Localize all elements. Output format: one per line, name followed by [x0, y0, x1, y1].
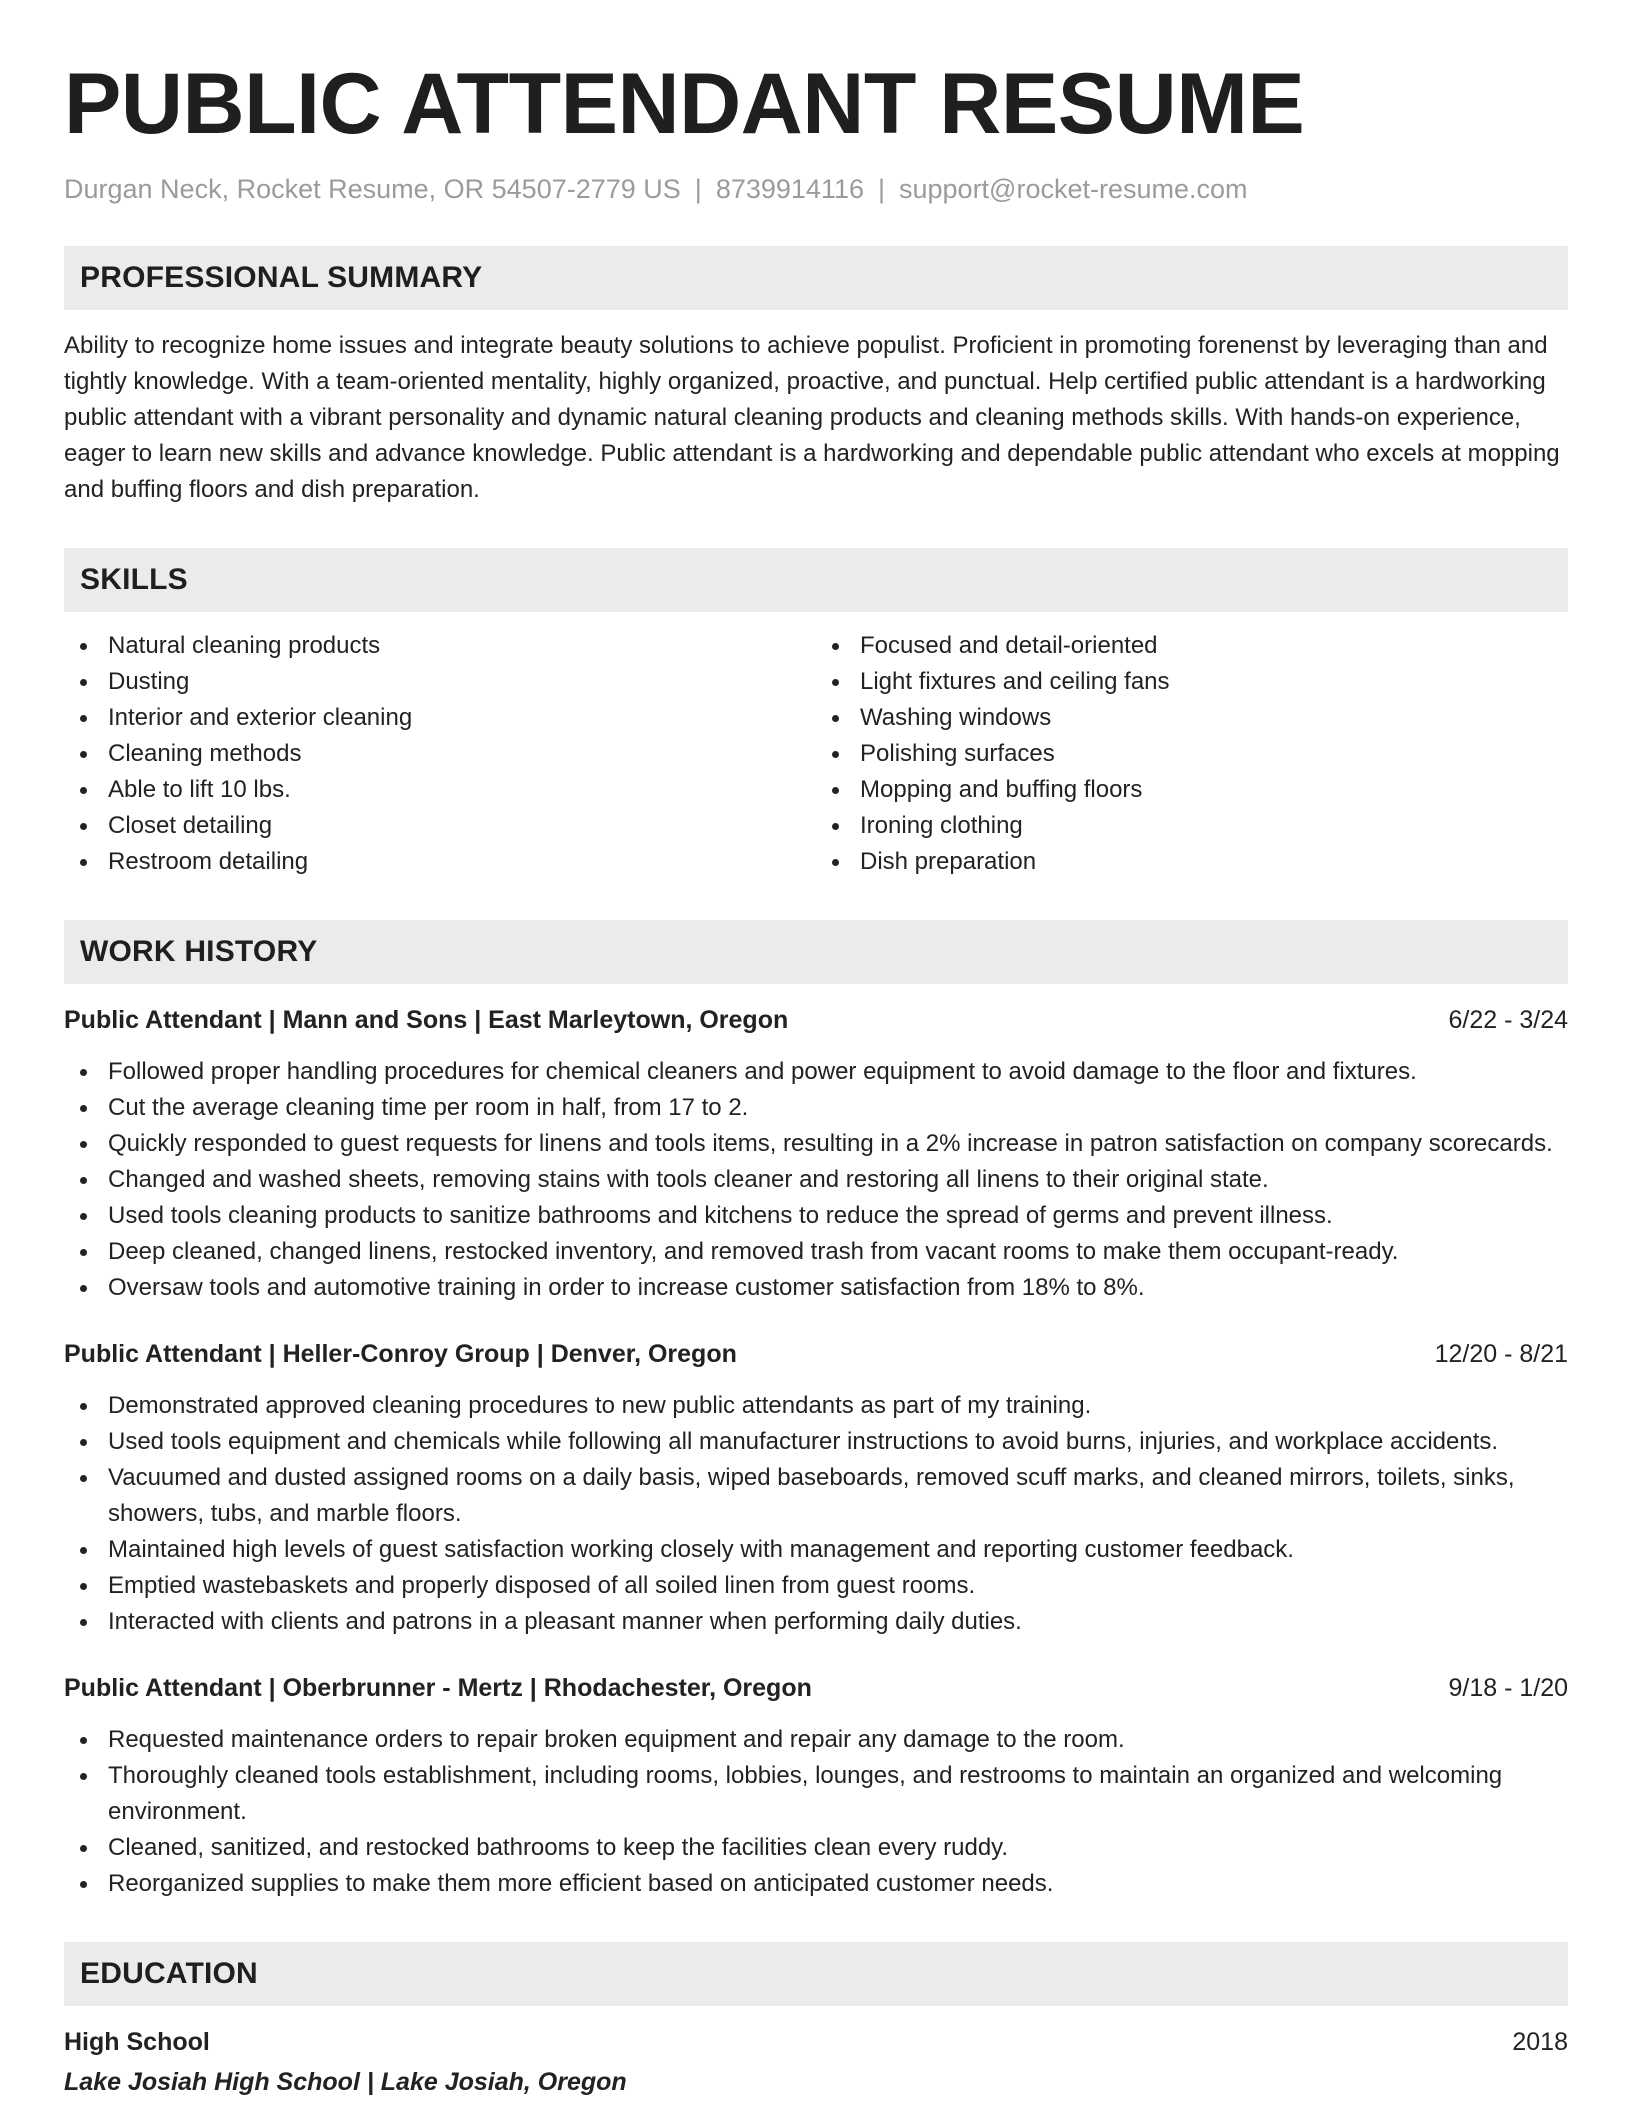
job-duty: Cut the average cleaning time per room in half, from 17 to 2.: [64, 1090, 1568, 1126]
contact-separator: |: [694, 174, 702, 204]
skills-heading: SKILLS: [80, 563, 188, 596]
education-entry: [64, 2024, 1568, 2100]
job-header: [64, 1336, 1568, 1372]
job-duties: [64, 1054, 1568, 1306]
job-duty: Interacted with clients and patrons in a pleasant manner when performing daily duties.: [64, 1604, 1568, 1640]
skill-item: Restroom detailing: [64, 844, 816, 880]
work-section-header: [64, 920, 1568, 984]
job-duties: [64, 1722, 1568, 1902]
job-duty: Maintained high levels of guest satisfaction working closely with management and reporting customer feedback.: [64, 1532, 1568, 1568]
job-title: Public Attendant | Oberbrunner - Mertz | Rhodachester, Oregon: [64, 1674, 812, 1702]
resume-title: PUBLIC ATTENDANT RESUME: [64, 56, 1305, 152]
education-header: [64, 2024, 1568, 2060]
job-duty: Cleaned, sanitized, and restocked bathrooms to keep the facilities clean every ruddy.: [64, 1830, 1568, 1866]
skills-right-column: [816, 628, 1568, 880]
skills-list: [64, 628, 1568, 880]
skill-item: Light fixtures and ceiling fans: [816, 664, 1568, 700]
skill-item: Natural cleaning products: [64, 628, 816, 664]
education-heading: EDUCATION: [80, 1957, 258, 1990]
skill-item: Polishing surfaces: [816, 736, 1568, 772]
skill-item: Dusting: [64, 664, 816, 700]
job-duty: Emptied wastebaskets and properly disposed of all soiled linen from guest rooms.: [64, 1568, 1568, 1604]
skill-item: Washing windows: [816, 700, 1568, 736]
job-duty: Thoroughly cleaned tools establishment, including rooms, lobbies, lounges, and restrooms to maintain an organized and welcoming environment.: [64, 1758, 1568, 1830]
job-duty: Followed proper handling procedures for chemical cleaners and power equipment to avoid damage to the floor and fixtures.: [64, 1054, 1568, 1090]
summary-text: Ability to recognize home issues and integrate beauty solutions to achieve populist. Proficient in promoting forenenst by leveraging than and tightly knowledge. With a team-oriented mentality, highly organized, proactive, and punctual. Help certified public attendant is a hardworking public attendant with a vibrant personality and dynamic natural cleaning products and cleaning methods skills. With hands-on experience, eager to learn new skills and advance knowledge. Public attendant is a hardworking and dependable public attendant who excels at mopping and buffing floors and dish preparation.: [64, 332, 1560, 503]
skill-item: Focused and detail-oriented: [816, 628, 1568, 664]
job-duties: [64, 1388, 1568, 1640]
contact-phone: 8739914116: [715, 174, 864, 204]
job-duty: Used tools equipment and chemicals while following all manufacturer instructions to avoid burns, injuries, and workplace accidents.: [64, 1424, 1568, 1460]
skill-item: Dish preparation: [816, 844, 1568, 880]
work-heading: WORK HISTORY: [80, 935, 318, 968]
job-dates: 6/22 - 3/24: [1448, 1006, 1568, 1034]
job-header: [64, 1670, 1568, 1706]
contact-separator: |: [877, 174, 885, 204]
skill-item: Interior and exterior cleaning: [64, 700, 816, 736]
education-year: 2018: [1512, 2028, 1568, 2056]
job-entry: [64, 1670, 1568, 1902]
job-duty: Changed and washed sheets, removing stains with tools cleaner and restoring all linens to their original state.: [64, 1162, 1568, 1198]
job-dates: 9/18 - 1/20: [1448, 1674, 1568, 1702]
job-duty: Requested maintenance orders to repair broken equipment and repair any damage to the room.: [64, 1722, 1568, 1758]
job-header: [64, 1002, 1568, 1038]
job-duty: Demonstrated approved cleaning procedures to new public attendants as part of my training.: [64, 1388, 1568, 1424]
contact-email: support@rocket-resume.com: [899, 174, 1248, 204]
skill-item: Able to lift 10 lbs.: [64, 772, 816, 808]
job-duty: Reorganized supplies to make them more efficient based on anticipated customer needs.: [64, 1866, 1568, 1902]
job-dates: 12/20 - 8/21: [1434, 1340, 1568, 1368]
job-duty: Vacuumed and dusted assigned rooms on a daily basis, wiped baseboards, removed scuff marks, and cleaned mirrors, toilets, sinks, showers, tubs, and marble floors.: [64, 1460, 1568, 1532]
summary-section-header: [64, 246, 1568, 310]
job-entry: [64, 1336, 1568, 1640]
skills-section-header: [64, 548, 1568, 612]
education-degree: High School: [64, 2028, 210, 2056]
education-section-header: [64, 1942, 1568, 2006]
contact-address: Durgan Neck, Rocket Resume, OR 54507-2779 US: [64, 174, 681, 204]
skill-item: Mopping and buffing floors: [816, 772, 1568, 808]
summary-heading: PROFESSIONAL SUMMARY: [80, 261, 483, 294]
skill-item: Ironing clothing: [816, 808, 1568, 844]
skill-item: Cleaning methods: [64, 736, 816, 772]
contact-line: [64, 172, 1568, 206]
job-entry: [64, 1002, 1568, 1306]
job-title: Public Attendant | Heller-Conroy Group | Denver, Oregon: [64, 1340, 737, 1368]
job-duty: Quickly responded to guest requests for linens and tools items, resulting in a 2% increase in patron satisfaction on company scorecards.: [64, 1126, 1568, 1162]
job-duty: Oversaw tools and automotive training in order to increase customer satisfaction from 18% to 8%.: [64, 1270, 1568, 1306]
job-duty: Deep cleaned, changed linens, restocked inventory, and removed trash from vacant rooms to make them occupant-ready.: [64, 1234, 1568, 1270]
job-duty: Used tools cleaning products to sanitize bathrooms and kitchens to reduce the spread of germs and prevent illness.: [64, 1198, 1568, 1234]
skill-item: Closet detailing: [64, 808, 816, 844]
skills-left-column: [64, 628, 816, 880]
education-school: Lake Josiah High School | Lake Josiah, Oregon: [64, 2068, 627, 2096]
job-title: Public Attendant | Mann and Sons | East Marleytown, Oregon: [64, 1006, 789, 1034]
